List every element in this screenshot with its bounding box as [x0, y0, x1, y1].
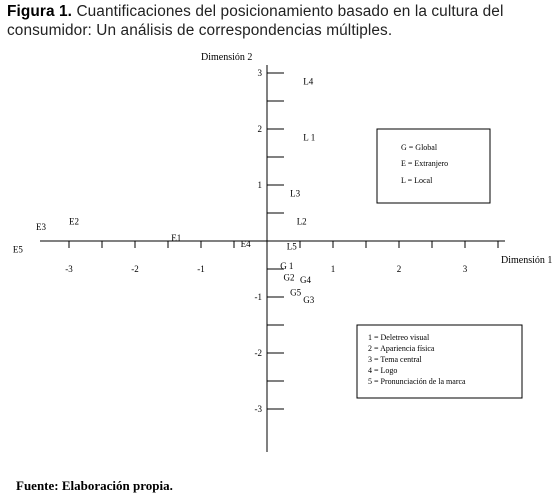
point-label: L2 [296, 216, 307, 227]
point-label: L3 [290, 188, 301, 199]
x-tick-label: -1 [197, 264, 205, 274]
figure-label: Figura 1. [7, 3, 73, 20]
legend-dimension [357, 325, 522, 398]
legend-type [377, 129, 490, 203]
point-label: L5 [286, 241, 297, 252]
x-tick-label: -2 [131, 264, 139, 274]
legend-dimension-entry: 1 = Deletreo visual [368, 333, 430, 342]
legend-dimension-entry: 5 = Pronunciación de la marca [368, 377, 466, 386]
x-axis-label: Dimensión 1 [501, 255, 553, 266]
point-label: E1 [171, 233, 182, 244]
y-tick-label: -1 [254, 292, 262, 302]
point-label: G4 [300, 275, 311, 286]
point-label: E4 [240, 238, 251, 249]
point-label: L 1 [303, 132, 316, 143]
y-tick-label: -2 [254, 348, 262, 358]
y-tick-label: 1 [257, 180, 262, 190]
x-tick-label: -3 [65, 264, 73, 274]
y-tick-label: 3 [257, 68, 262, 78]
point-label: G 1 [280, 261, 294, 272]
point-label: G2 [283, 272, 295, 283]
point-label: E2 [69, 216, 79, 227]
figure-caption-text: Cuantificaciones del posicionamiento basado en la cultura del consumidor: Un análisis de correspondencias múltiples. [7, 3, 504, 39]
legend-dimension-entry: 3 = Tema central [368, 355, 422, 364]
legend-dimension-entry: 2 = Apariencia física [368, 344, 435, 353]
point-label: E5 [12, 244, 23, 255]
legend-type-entry: G = Global [401, 143, 438, 152]
legend-type-entry: E = Extranjero [401, 159, 449, 168]
legend-type-entry: L = Local [401, 176, 433, 185]
source-note: Fuente: Elaboración propia. [16, 478, 173, 493]
point-label: G5 [290, 287, 302, 298]
point-label: E3 [36, 222, 46, 232]
legend-dimension-entry: 4 = Logo [368, 366, 398, 375]
point-label: L4 [303, 76, 314, 87]
y-tick-label: -3 [254, 404, 262, 414]
point-label: G3 [303, 294, 315, 305]
x-tick-label: 1 [330, 264, 336, 274]
y-tick-label: 2 [257, 124, 262, 134]
y-axis-label: Dimensión 2 [201, 52, 253, 63]
x-tick-label: 3 [462, 264, 468, 274]
points [13, 76, 315, 304]
x-tick-label: 2 [396, 264, 402, 274]
